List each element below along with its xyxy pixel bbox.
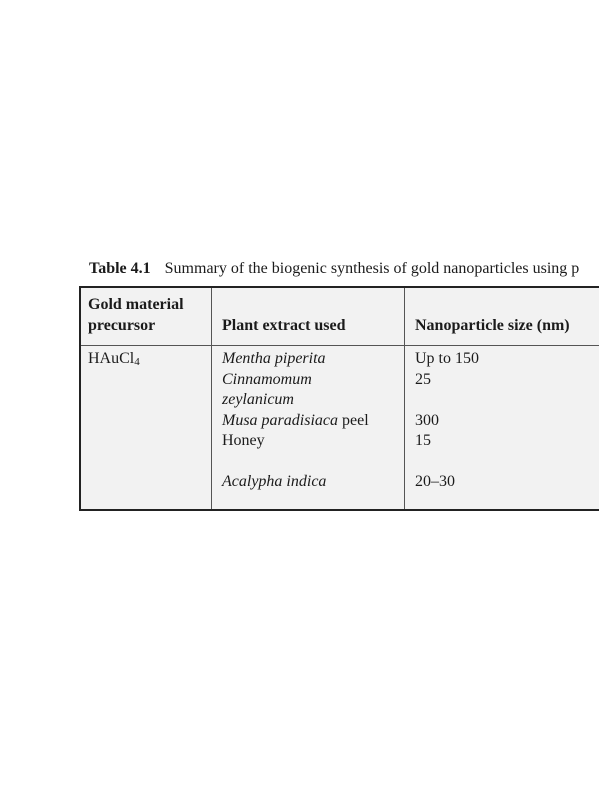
plant-cinnamomum: Cinnamomum [222, 370, 312, 388]
plant-musa-part: peel [338, 411, 369, 429]
size-acalypha: 20–30 [415, 473, 455, 490]
size-list [415, 349, 479, 493]
header-plant-extract: Plant extract used [222, 317, 346, 334]
plant-musa-name: Musa paradisiaca [222, 411, 338, 429]
plant-acalypha: Acalypha indica [222, 473, 327, 490]
blank-line [222, 452, 369, 473]
plant-honey: Honey [222, 432, 265, 449]
data-table [79, 286, 599, 511]
table-caption-label: Table 4.1 [89, 260, 151, 277]
table-caption [89, 259, 579, 279]
size-honey: 15 [415, 432, 431, 449]
header-precursor [88, 294, 184, 335]
header-precursor-line1: Gold material [88, 296, 184, 313]
plant-musa [222, 411, 369, 432]
header-divider [81, 345, 599, 346]
precursor-cell [88, 349, 140, 373]
size-mentha: Up to 150 [415, 350, 479, 367]
precursor-subscript: 4 [134, 356, 140, 368]
blank-line [415, 390, 479, 411]
size-cinnamomum: 25 [415, 370, 431, 388]
plant-list [222, 349, 369, 493]
size-musa: 300 [415, 411, 439, 429]
table-caption-text: Summary of the biogenic synthesis of gold nanoparticles using p [164, 260, 580, 277]
column-divider [211, 288, 212, 509]
plant-mentha: Mentha piperita [222, 350, 326, 367]
precursor-formula: HAuCl [88, 350, 135, 367]
header-nanoparticle-size: Nanoparticle size (nm) [415, 317, 570, 334]
blank-line [415, 452, 479, 473]
column-divider [404, 288, 405, 509]
header-precursor-line2: precursor [88, 316, 156, 334]
plant-cinnamomum-cont: zeylanicum [222, 391, 294, 408]
